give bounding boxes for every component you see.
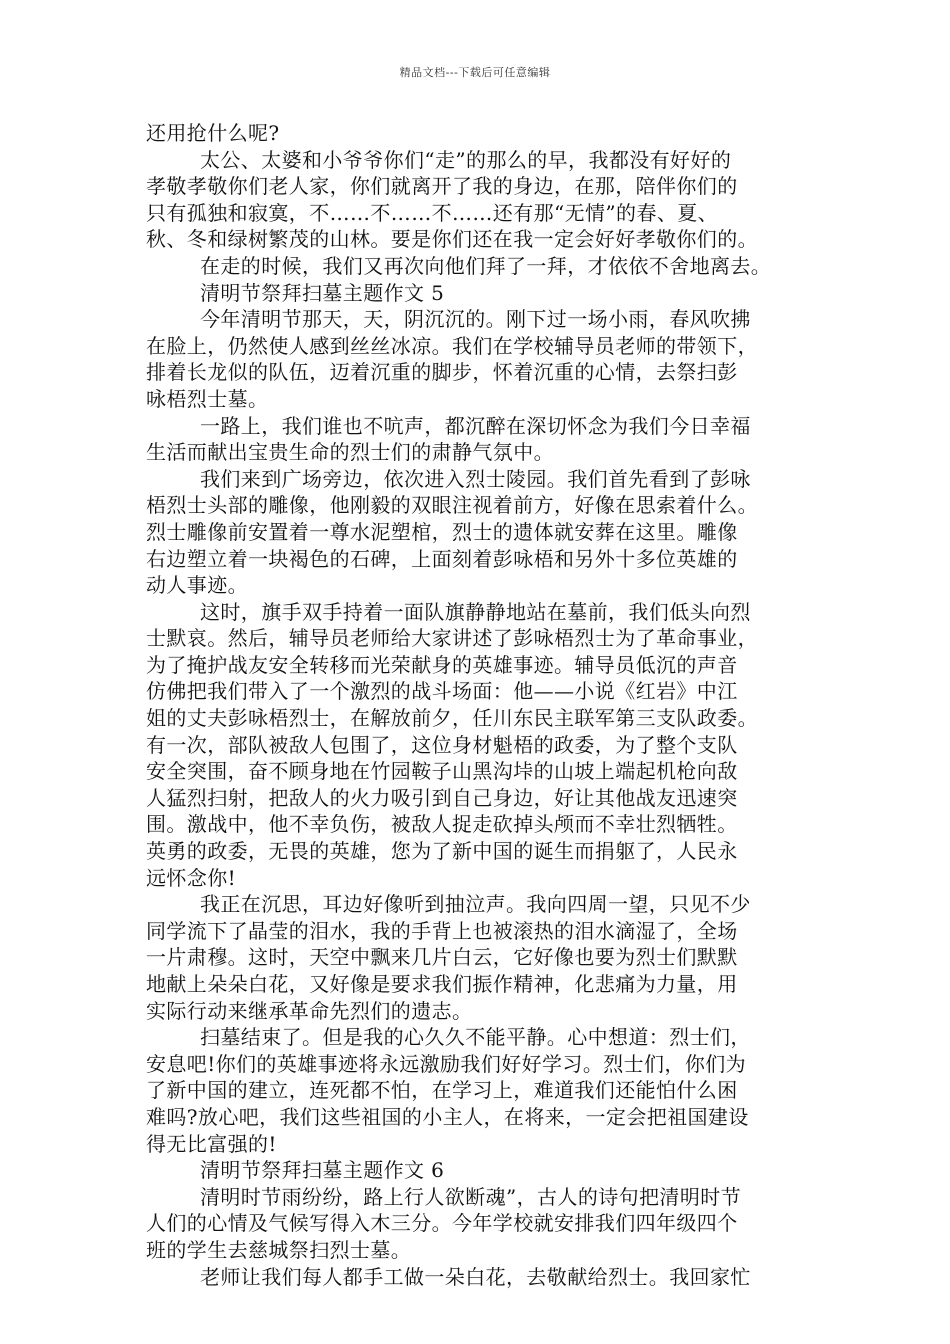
text-line: 安息吧!你们的英雄事迹将永远激励我们好好学习。烈士们，你们为 xyxy=(146,1051,747,1076)
text-line: 烈士雕像前安置着一尊水泥塑棺，烈士的遗体就安葬在这里。雕像 xyxy=(146,519,738,544)
text-line: 秋、冬和绿树繁茂的山林。要是你们还在我一定会好好孝敬你们的。 xyxy=(146,227,758,252)
text-line: 了新中国的建立，连死都不怕，在学习上，难道我们还能怕什么困 xyxy=(146,1078,738,1103)
text-line: 生活而献出宝贵生命的烈士们的肃静气氛中。 xyxy=(146,440,554,465)
text-line: 动人事迹。 xyxy=(146,573,248,598)
text-line: 咏梧烈士墓。 xyxy=(146,386,269,411)
text-line: 在脸上，仍然使人感到丝丝冰凉。我们在学校辅导员老师的带领下， xyxy=(146,333,758,358)
text-line: 这时，旗手双手持着一面队旗静静地站在墓前，我们低头向烈 xyxy=(200,599,751,624)
text-line: 梧烈士头部的雕像，他刚毅的双眼注视着前方，好像在思索着什么。 xyxy=(146,493,758,518)
text-line: 在走的时候，我们又再次向他们拜了一拜，才依依不舍地离去。 xyxy=(200,253,772,278)
text-line: 安全突围，奋不顾身地在竹园鞍子山黑沟垰的山坡上端起机枪向敌 xyxy=(146,759,738,784)
text-line: 同学流下了晶莹的泪水，我的手背上也被滚热的泪水滴湿了，全场 xyxy=(146,918,738,943)
text-line: 远怀念你! xyxy=(146,865,237,890)
page-header: 精品文档---下载后可任意编辑 xyxy=(399,66,551,79)
text-line: 我正在沉思，耳边好像听到抽泣声。我向四周一望，只见不少 xyxy=(200,892,751,917)
text-line: 今年清明节那天，天，阴沉沉的。刚下过一场小雨，春风吹拂 xyxy=(200,307,751,332)
text-line: 还用抢什么呢? xyxy=(146,121,280,145)
text-line: 围。激战中，他不幸负伤，被敌人捉走砍掉头颅而不幸壮烈牺牲。 xyxy=(146,812,738,837)
text-line: 姐的丈夫彭咏梧烈士，在解放前夕，任川东民主联军第三支队政委。 xyxy=(146,706,758,731)
text-line: 实际行动来继承革命先烈们的遗志。 xyxy=(146,998,473,1023)
text-line: 有一次，部队被敌人包围了，这位身材魁梧的政委，为了整个支队 xyxy=(146,732,738,757)
text-line: 我们来到广场旁边，依次进入烈士陵园。我们首先看到了彭咏 xyxy=(200,466,751,491)
text-line: 老师让我们每人都手工做一朵白花，去敬献给烈士。我回家忙 xyxy=(200,1264,751,1289)
text-line: 班的学生去慈城祭扫烈士墓。 xyxy=(146,1237,412,1262)
text-line: 清明节祭拜扫墓主题作文 6 xyxy=(200,1158,445,1183)
text-line: 右边塑立着一块褐色的石碑，上面刻着彭咏梧和另外十多位英雄的 xyxy=(146,546,738,571)
text-line: 英勇的政委，无畏的英雄，您为了新中国的诞生而捐躯了，人民永 xyxy=(146,839,738,864)
text-line: 排着长龙似的队伍，迈着沉重的脚步，怀着沉重的心情，去祭扫彭 xyxy=(146,360,738,385)
text-line: 清明时节雨纷纷，路上行人欲断魂”，古人的诗句把清明时节 xyxy=(200,1184,742,1209)
text-line: 孝敬孝敬你们老人家，你们就离开了我的身边，在那，陪伴你们的 xyxy=(146,174,738,199)
text-line: 得无比富强的! xyxy=(146,1131,277,1156)
text-line: 一片肃穆。这时，天空中飘来几片白云，它好像也要为烈士们默默 xyxy=(146,945,738,970)
text-line: 扫墓结束了。但是我的心久久不能平静。心中想道：烈士们， xyxy=(200,1025,751,1050)
text-line: 为了掩护战友安全转移而光荣献身的英雄事迹。辅导员低沉的声音 xyxy=(146,652,738,677)
document-body xyxy=(146,120,811,1290)
text-line: 地献上朵朵白花，又好像是要求我们振作精神，化悲痛为力量，用 xyxy=(146,972,738,996)
text-line: 清明节祭拜扫墓主题作文 5 xyxy=(200,280,445,305)
text-line: 仿佛把我们带入了一个激烈的战斗场面：他——小说《红岩》中江 xyxy=(146,679,738,704)
text-line: 难吗?放心吧，我们这些祖国的小主人，在将来，一定会把祖国建设 xyxy=(146,1104,749,1129)
text-line: 人猛烈扫射，把敌人的火力吸引到自己身边，好让其他战友迅速突 xyxy=(146,785,738,810)
text-line: 只有孤独和寂寞，不……不……不……还有那“无情”的春、夏、 xyxy=(146,200,719,225)
text-line: 一路上，我们谁也不吭声，都沉醉在深切怀念为我们今日幸福 xyxy=(200,413,751,438)
text-line: 士默哀。然后，辅导员老师给大家讲述了彭咏梧烈士为了革命事业， xyxy=(146,626,758,651)
text-line: 人们的心情及气候写得入木三分。今年学校就安排我们四年级四个 xyxy=(146,1211,738,1236)
text-line: 太公、太婆和小爷爷你们“走”的那么的早，我都没有好好的 xyxy=(200,147,732,172)
